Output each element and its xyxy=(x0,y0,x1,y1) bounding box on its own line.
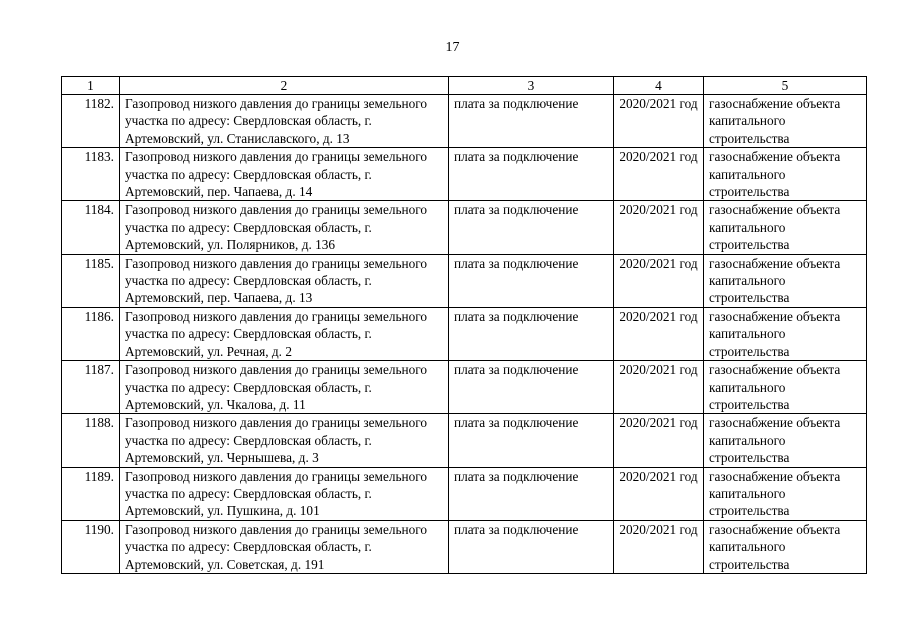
column-header-5: 5 xyxy=(704,77,867,95)
row-number: 1190. xyxy=(62,520,120,573)
payment-type: плата за подключение xyxy=(449,95,614,148)
period: 2020/2021 год xyxy=(614,414,704,467)
payment-type: плата за подключение xyxy=(449,520,614,573)
table-row xyxy=(62,414,867,467)
object-description: Газопровод низкого давления до границы земельного участка по адресу: Свердловская область, г. Артемовский, ул. Речная, д. 2 xyxy=(120,307,449,360)
table-header xyxy=(62,77,867,95)
period: 2020/2021 год xyxy=(614,148,704,201)
purpose: газоснабжение объекта капитального строительства xyxy=(704,201,867,254)
purpose: газоснабжение объекта капитального строительства xyxy=(704,520,867,573)
purpose: газоснабжение объекта капитального строительства xyxy=(704,307,867,360)
column-header-1: 1 xyxy=(62,77,120,95)
table-row xyxy=(62,201,867,254)
object-description: Газопровод низкого давления до границы земельного участка по адресу: Свердловская область, г. Артемовский, пер. Чапаева, д. 13 xyxy=(120,254,449,307)
payment-type: плата за подключение xyxy=(449,254,614,307)
table-row xyxy=(62,254,867,307)
purpose: газоснабжение объекта капитального строительства xyxy=(704,254,867,307)
payment-type: плата за подключение xyxy=(449,414,614,467)
object-description: Газопровод низкого давления до границы земельного участка по адресу: Свердловская область, г. Артемовский, ул. Советская, д. 191 xyxy=(120,520,449,573)
object-description: Газопровод низкого давления до границы земельного участка по адресу: Свердловская область, г. Артемовский, ул. Пушкина, д. 101 xyxy=(120,467,449,520)
payment-type: плата за подключение xyxy=(449,201,614,254)
row-number: 1184. xyxy=(62,201,120,254)
object-description: Газопровод низкого давления до границы земельного участка по адресу: Свердловская область, г. Артемовский, пер. Чапаева, д. 14 xyxy=(120,148,449,201)
payment-type: плата за подключение xyxy=(449,467,614,520)
purpose: газоснабжение объекта капитального строительства xyxy=(704,361,867,414)
column-header-2: 2 xyxy=(120,77,449,95)
purpose: газоснабжение объекта капитального строительства xyxy=(704,414,867,467)
row-number: 1183. xyxy=(62,148,120,201)
purpose: газоснабжение объекта капитального строительства xyxy=(704,95,867,148)
table-body xyxy=(62,95,867,574)
purpose: газоснабжение объекта капитального строительства xyxy=(704,148,867,201)
object-description: Газопровод низкого давления до границы земельного участка по адресу: Свердловская область, г. Артемовский, ул. Чернышева, д. 3 xyxy=(120,414,449,467)
period: 2020/2021 год xyxy=(614,361,704,414)
payment-type: плата за подключение xyxy=(449,307,614,360)
table-row xyxy=(62,520,867,573)
row-number: 1187. xyxy=(62,361,120,414)
object-description: Газопровод низкого давления до границы земельного участка по адресу: Свердловская область, г. Артемовский, ул. Чкалова, д. 11 xyxy=(120,361,449,414)
period: 2020/2021 год xyxy=(614,95,704,148)
period: 2020/2021 год xyxy=(614,307,704,360)
table-row xyxy=(62,307,867,360)
row-number: 1188. xyxy=(62,414,120,467)
row-number: 1185. xyxy=(62,254,120,307)
table-row xyxy=(62,95,867,148)
table-row xyxy=(62,361,867,414)
column-header-3: 3 xyxy=(449,77,614,95)
period: 2020/2021 год xyxy=(614,467,704,520)
purpose: газоснабжение объекта капитального строительства xyxy=(704,467,867,520)
document-table xyxy=(61,76,867,574)
payment-type: плата за подключение xyxy=(449,361,614,414)
payment-type: плата за подключение xyxy=(449,148,614,201)
page-number: 17 xyxy=(445,40,460,55)
period: 2020/2021 год xyxy=(614,201,704,254)
table-row xyxy=(62,467,867,520)
row-number: 1186. xyxy=(62,307,120,360)
column-header-4: 4 xyxy=(614,77,704,95)
table-header-row xyxy=(62,77,867,95)
row-number: 1189. xyxy=(62,467,120,520)
object-description: Газопровод низкого давления до границы земельного участка по адресу: Свердловская область, г. Артемовский, ул. Станиславского, д. 13 xyxy=(120,95,449,148)
object-description: Газопровод низкого давления до границы земельного участка по адресу: Свердловская область, г. Артемовский, ул. Полярников, д. 136 xyxy=(120,201,449,254)
row-number: 1182. xyxy=(62,95,120,148)
period: 2020/2021 год xyxy=(614,520,704,573)
table-row xyxy=(62,148,867,201)
period: 2020/2021 год xyxy=(614,254,704,307)
